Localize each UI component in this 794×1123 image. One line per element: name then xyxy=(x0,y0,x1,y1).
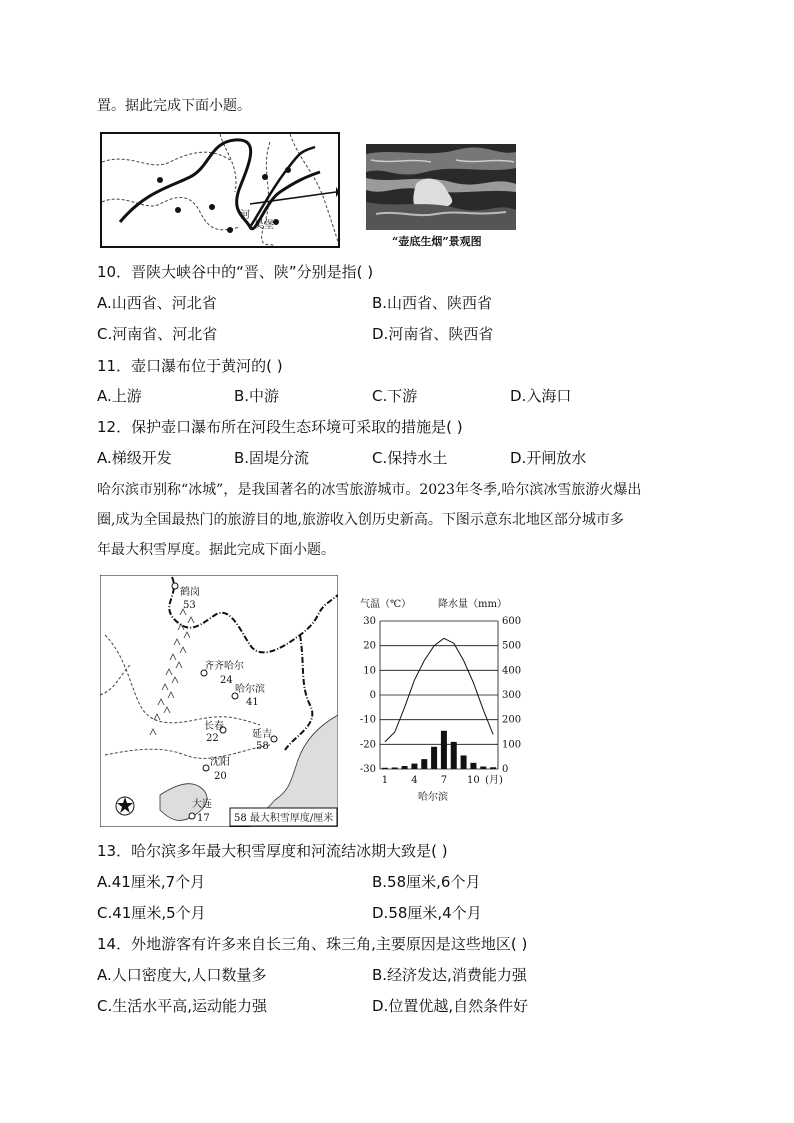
precip-tick-label: 500 xyxy=(502,640,522,652)
precip-tick-label: 0 xyxy=(502,764,509,775)
q13-option-a[interactable]: A.41厘米,7个月 xyxy=(97,873,206,891)
temp-tick-label: -20 xyxy=(359,739,376,751)
chart-right-label: 降水量（mm） xyxy=(438,599,507,610)
town-label: 吴堡 xyxy=(254,220,274,231)
q14-option-d[interactable]: D.位置优越,自然条件好 xyxy=(372,997,529,1015)
q11-option-c[interactable]: C.下游 xyxy=(372,387,418,405)
city-value-6: 17 xyxy=(197,813,210,824)
temp-tick-label: 10 xyxy=(363,665,376,677)
q12-stem: 12．保护壶口瀑布所在河段生态环境可采取的措施是( ) xyxy=(97,418,463,436)
precip-bar xyxy=(382,768,388,769)
precip-tick-label: 100 xyxy=(502,739,522,751)
temp-tick-label: -30 xyxy=(359,764,376,775)
q10-option-d[interactable]: D.河南省、陕西省 xyxy=(372,325,494,343)
x-tick-label: (月) xyxy=(485,775,503,786)
q14-option-b[interactable]: B.经济发达,消费能力强 xyxy=(372,966,527,984)
precip-bar xyxy=(421,759,427,769)
city-value-1: 24 xyxy=(220,675,233,686)
x-tick-label: 4 xyxy=(411,775,418,786)
yellow-river-map xyxy=(100,132,340,252)
q11-option-b[interactable]: B.中游 xyxy=(234,387,280,405)
q14-option-c[interactable]: C.生活水平高,运动能力强 xyxy=(97,997,268,1015)
river-label: 河 xyxy=(240,210,250,221)
q10-option-b[interactable]: B.山西省、陕西省 xyxy=(372,294,493,312)
q13-option-b[interactable]: B.58厘米,6个月 xyxy=(372,873,481,891)
precip-tick-label: 600 xyxy=(502,616,522,627)
city-name-5: 沈阳 xyxy=(210,757,230,768)
chart-left-label: 气温（℃） xyxy=(360,599,412,610)
precip-tick-label: 400 xyxy=(502,665,522,677)
q10-stem: 10．晋陕大峡谷中的“晋、陕”分别是指( ) xyxy=(97,263,374,281)
city-name-1: 齐齐哈尔 xyxy=(204,661,244,672)
precip-bar xyxy=(490,767,496,769)
city-value-5: 20 xyxy=(214,771,227,782)
q11-option-a[interactable]: A.上游 xyxy=(97,387,142,405)
city-value-2: 41 xyxy=(246,697,259,708)
city-name-2: 哈尔滨 xyxy=(235,684,265,695)
city-name-3: 长春 xyxy=(204,721,224,732)
precip-bar xyxy=(411,764,417,769)
q11-option-d[interactable]: D.入海口 xyxy=(510,387,572,405)
x-tick-label: 10 xyxy=(467,775,480,786)
waterfall-photo xyxy=(366,144,516,234)
precip-bar xyxy=(470,763,476,769)
q12-option-d[interactable]: D.开闸放水 xyxy=(510,449,587,467)
map-legend: 58 最大积雪厚度/厘米 xyxy=(234,813,334,824)
precip-bar xyxy=(441,731,447,769)
city-value-4: 58 xyxy=(256,741,269,752)
temp-tick-label: 0 xyxy=(369,690,376,701)
city-name-0: 鹤岗 xyxy=(180,587,200,598)
passage-line-2: 圈,成为全国最热门的旅游目的地,旅游收入创历史新高。下图示意东北地区部分城市多 xyxy=(97,512,624,528)
q14-stem: 14．外地游客有许多来自长三角、珠三角,主要原因是这些地区( ) xyxy=(97,935,528,953)
temperature-line xyxy=(385,638,493,742)
city-name-4: 延吉 xyxy=(252,729,272,740)
city-name-6: 大连 xyxy=(192,799,212,810)
photo-caption: “壶底生烟”景观图 xyxy=(392,235,482,248)
precip-bar xyxy=(451,742,457,769)
precip-bar xyxy=(402,766,408,769)
intro-text: 置。据此完成下面小题。 xyxy=(97,98,251,114)
q14-option-a[interactable]: A.人口密度大,人口数量多 xyxy=(97,966,267,984)
precip-bar xyxy=(480,767,486,769)
q10-option-c[interactable]: C.河南省、河北省 xyxy=(97,325,218,343)
q12-option-a[interactable]: A.梯级开发 xyxy=(97,449,172,467)
q10-option-a[interactable]: A.山西省、河北省 xyxy=(97,294,217,312)
precip-bar xyxy=(461,755,467,769)
precip-tick-label: 200 xyxy=(502,714,522,726)
passage-line-1: 哈尔滨市别称“冰城”，是我国著名的冰雪旅游城市。2023年冬季,哈尔滨冰雪旅游火爆出 xyxy=(97,482,642,498)
northeast-snow-map xyxy=(100,575,338,831)
temp-tick-label: 30 xyxy=(363,616,376,627)
temp-tick-label: 20 xyxy=(363,640,376,652)
chart-xlabel: 哈尔滨 xyxy=(418,792,448,803)
q13-stem: 13．哈尔滨多年最大积雪厚度和河流结冰期大致是( ) xyxy=(97,842,448,860)
q13-option-c[interactable]: C.41厘米,5个月 xyxy=(97,904,206,922)
city-value-3: 22 xyxy=(206,733,219,744)
q11-stem: 11．壶口瀑布位于黄河的( ) xyxy=(97,357,283,375)
temp-tick-label: -10 xyxy=(359,714,376,726)
city-value-0: 53 xyxy=(183,600,196,611)
precip-bar xyxy=(431,747,437,769)
q13-option-d[interactable]: D.58厘米,4个月 xyxy=(372,904,482,922)
q12-option-b[interactable]: B.固堤分流 xyxy=(234,449,310,467)
x-tick-label: 7 xyxy=(440,775,448,786)
q12-option-c[interactable]: C.保持水土 xyxy=(372,449,448,467)
precip-bar xyxy=(392,768,398,769)
precip-tick-label: 300 xyxy=(502,690,522,701)
passage-line-3: 年最大积雪厚度。据此完成下面小题。 xyxy=(97,542,335,558)
climate-chart xyxy=(352,595,532,811)
x-tick-label: 1 xyxy=(381,775,389,786)
